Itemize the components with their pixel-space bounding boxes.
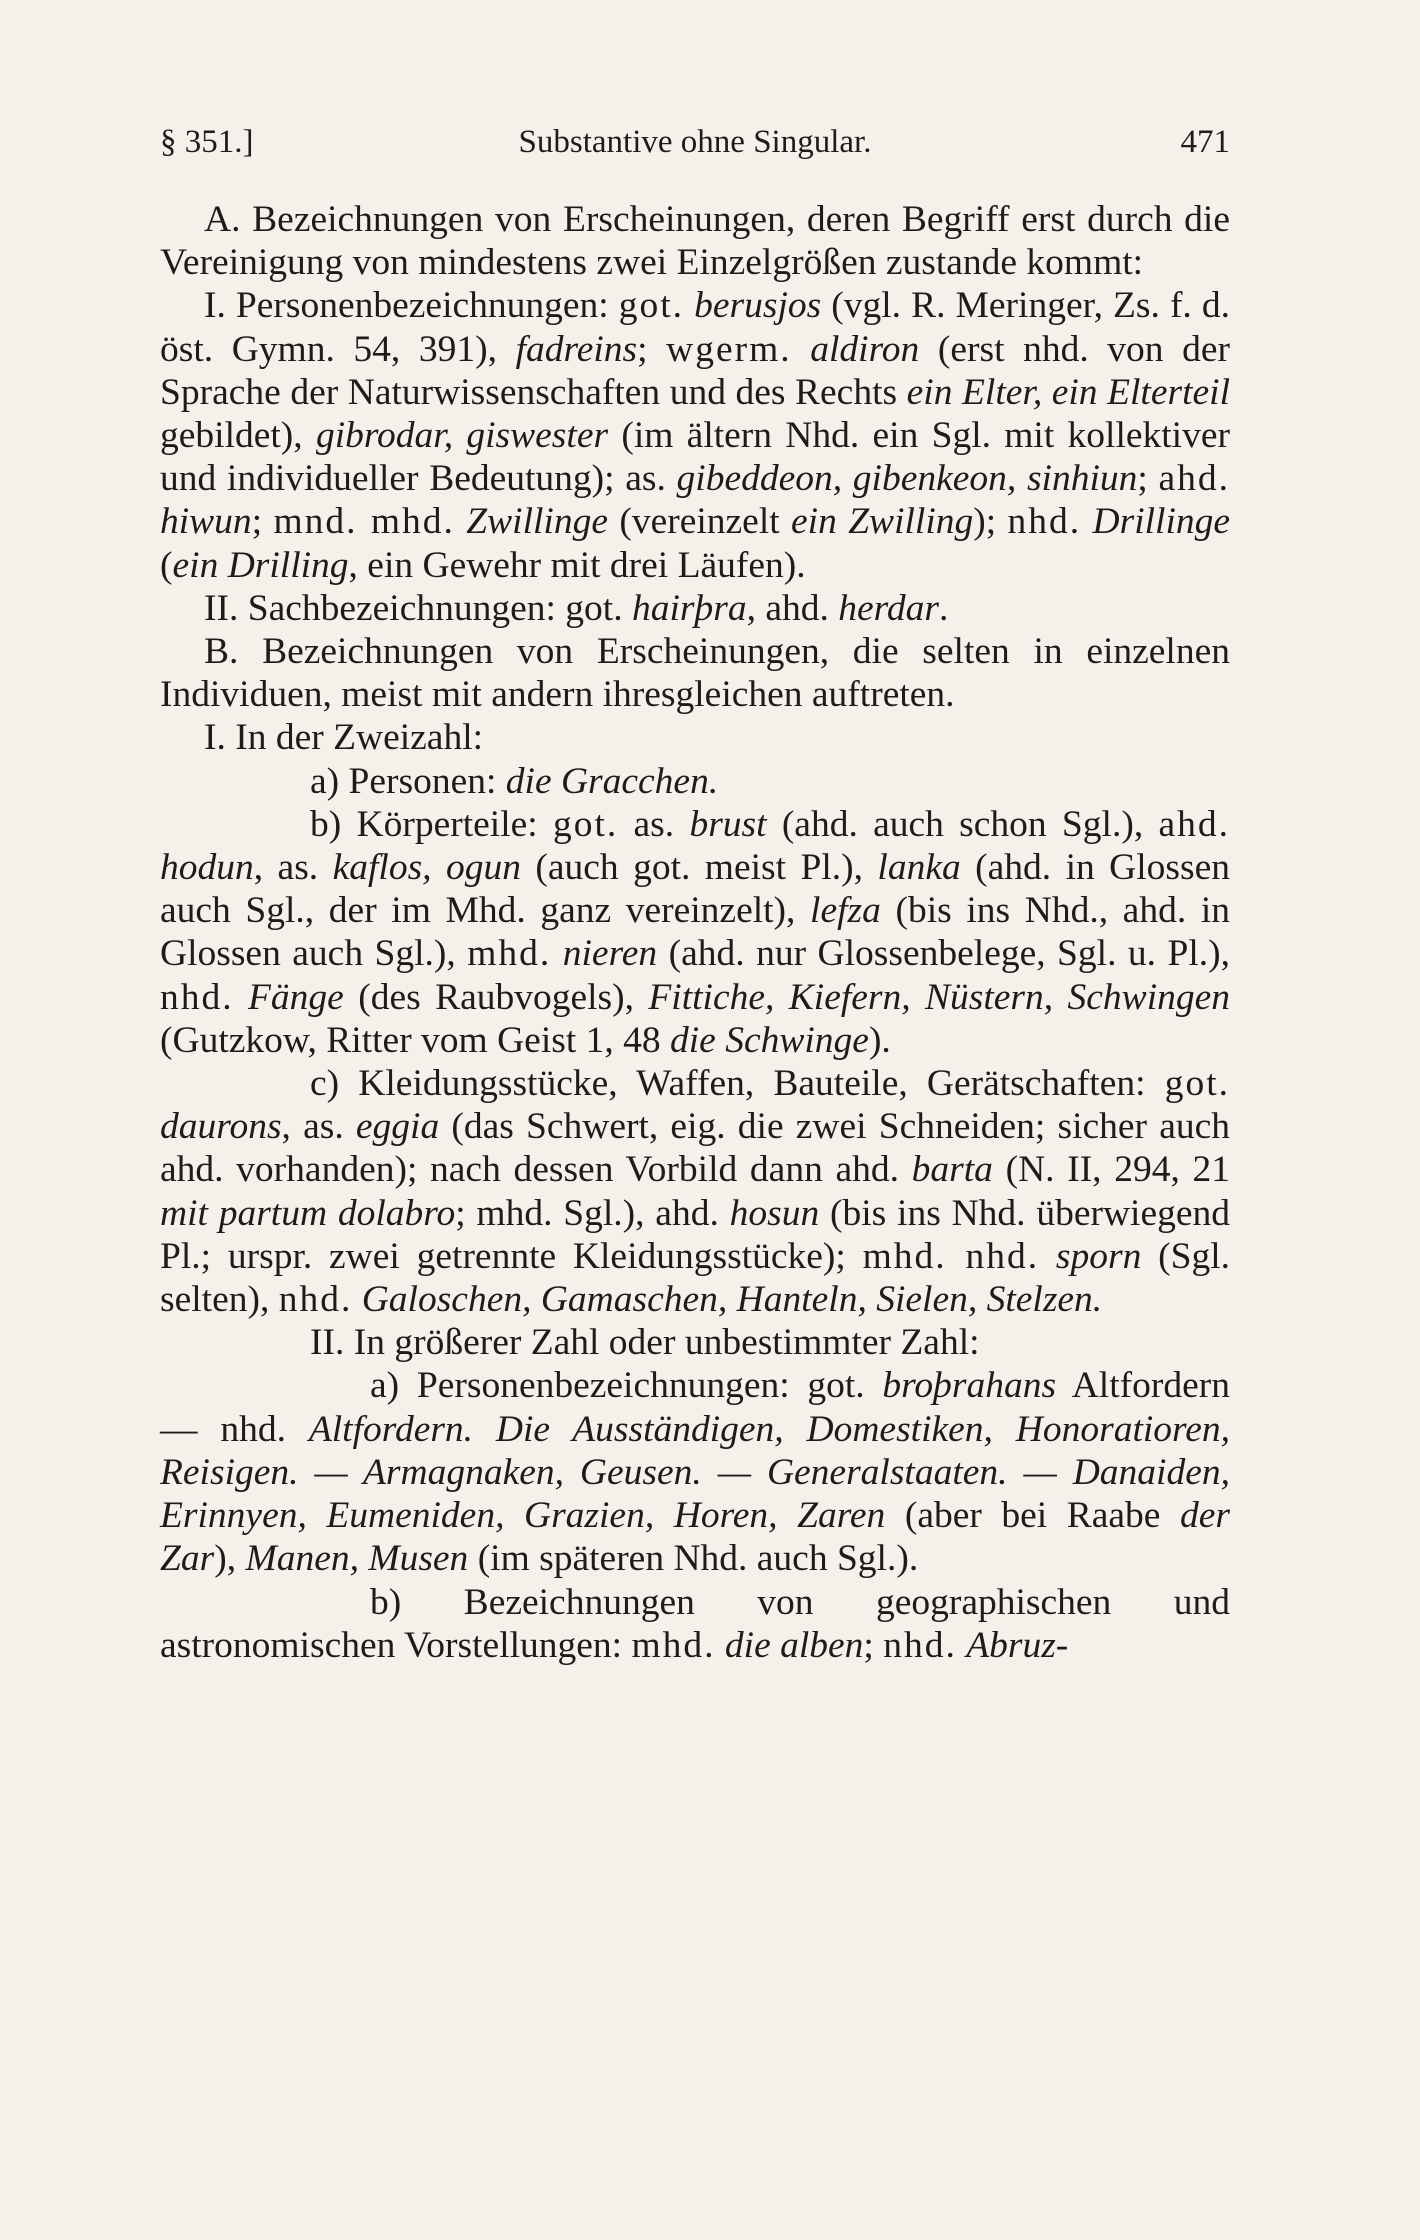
- body-text: [160, 198, 1230, 1667]
- heading-b-ii-plural: II. In größerer Zahl oder unbestimmter Zahl:: [310, 1322, 980, 1364]
- section-number: § 351.]: [160, 124, 254, 160]
- running-head: [160, 112, 1230, 172]
- paragraph-a: A. Bezeichnungen von Erscheinungen, deren Begriff erst durch die Vereinigung von mindestens zwei Einzelgrößen zustande kommt:: [160, 199, 1230, 284]
- item-b-i-c-clothing: c) Kleidungsstücke, Waffen, Bauteile, Gerätschaften: got. daurons, as. eggia (das Schwert, eig. die zwei Schneiden; sicher auch ahd. vorhanden); nach dessen Vorbild dann ahd. barta (N. II, 294, 21 mit partum dolabro; mhd. Sgl.), ahd. hosun (bis ins Nhd. überwiegend Pl.; urspr. zwei getrennte Kleidungsstücke); mhd. nhd. sporn (Sgl. selten), nhd. Galoschen, Gamaschen, Hanteln, Sielen, Stelzen.: [160, 1063, 1231, 1321]
- heading-b-i-dual: I. In der Zweizahl:: [204, 717, 484, 759]
- item-b-i-a-persons: a) Personen: die Gracchen.: [310, 760, 719, 802]
- page-number: 471: [1180, 124, 1230, 160]
- chapter-title: Substantive ohne Singular.: [518, 124, 872, 160]
- paragraph-b: B. Bezeichnungen von Erscheinungen, die selten in einzelnen Individuen, meist mit andern ihresgleichen auftreten.: [160, 631, 1230, 716]
- item-b-i-b-body-parts: b) Körperteile: got. as. brust (ahd. auch schon Sgl.), ahd. hodun, as. kaflos, ogun (auch got. meist Pl.), lanka (ahd. in Glossen auch Sgl., der im Mhd. ganz vereinzelt), lefza (bis ins Nhd., ahd. in Glossen auch Sgl.), mhd. nieren (ahd. nur Glossenbelege, Sgl. u. Pl.), nhd. Fänge (des Raubvogels), Fittiche, Kiefern, Nüstern, Schwingen (Gutzkow, Ritter vom Geist 1, 48 die Schwinge).: [160, 803, 1231, 1061]
- item-b-ii-b-geography: b) Bezeichnungen von geographischen und astronomischen Vorstellungen: mhd. die alben; nhd. Abruz-: [160, 1581, 1230, 1666]
- paragraph-a-ii-things: II. Sachbezeichnungen: got. hairþra, ahd. herdar.: [204, 587, 949, 629]
- paragraph-a-i-persons: I. Personenbezeichnungen: got. berusjos (vgl. R. Meringer, Zs. f. d. öst. Gymn. 54, 391), fadreins; wgerm. aldiron (erst nhd. von der Sprache der Naturwissenschaften und des Rechts ein Elter, ein Elterteil gebildet), gibrodar, giswester (im ältern Nhd. ein Sgl. mit kollektiver und individueller Bedeutung); as. gibeddeon, gibenkeon, sinhiun; ahd. hiwun; mnd. mhd. Zwillinge (vereinzelt ein Zwilling); nhd. Drillinge (ein Drilling, ein Gewehr mit drei Läufen).: [160, 285, 1231, 586]
- item-b-ii-a-persons: a) Personenbezeichnungen: got. broþrahans Altfordern — nhd. Altfordern. Die Ausständigen, Domestiken, Honoratioren, Reisigen. — Armagnaken, Geusen. — Generalstaaten. — Danaiden, Erinnyen, Eumeniden, Grazien, Horen, Zaren (aber bei Raabe der Zar), Manen, Musen (im späteren Nhd. auch Sgl.).: [160, 1365, 1231, 1580]
